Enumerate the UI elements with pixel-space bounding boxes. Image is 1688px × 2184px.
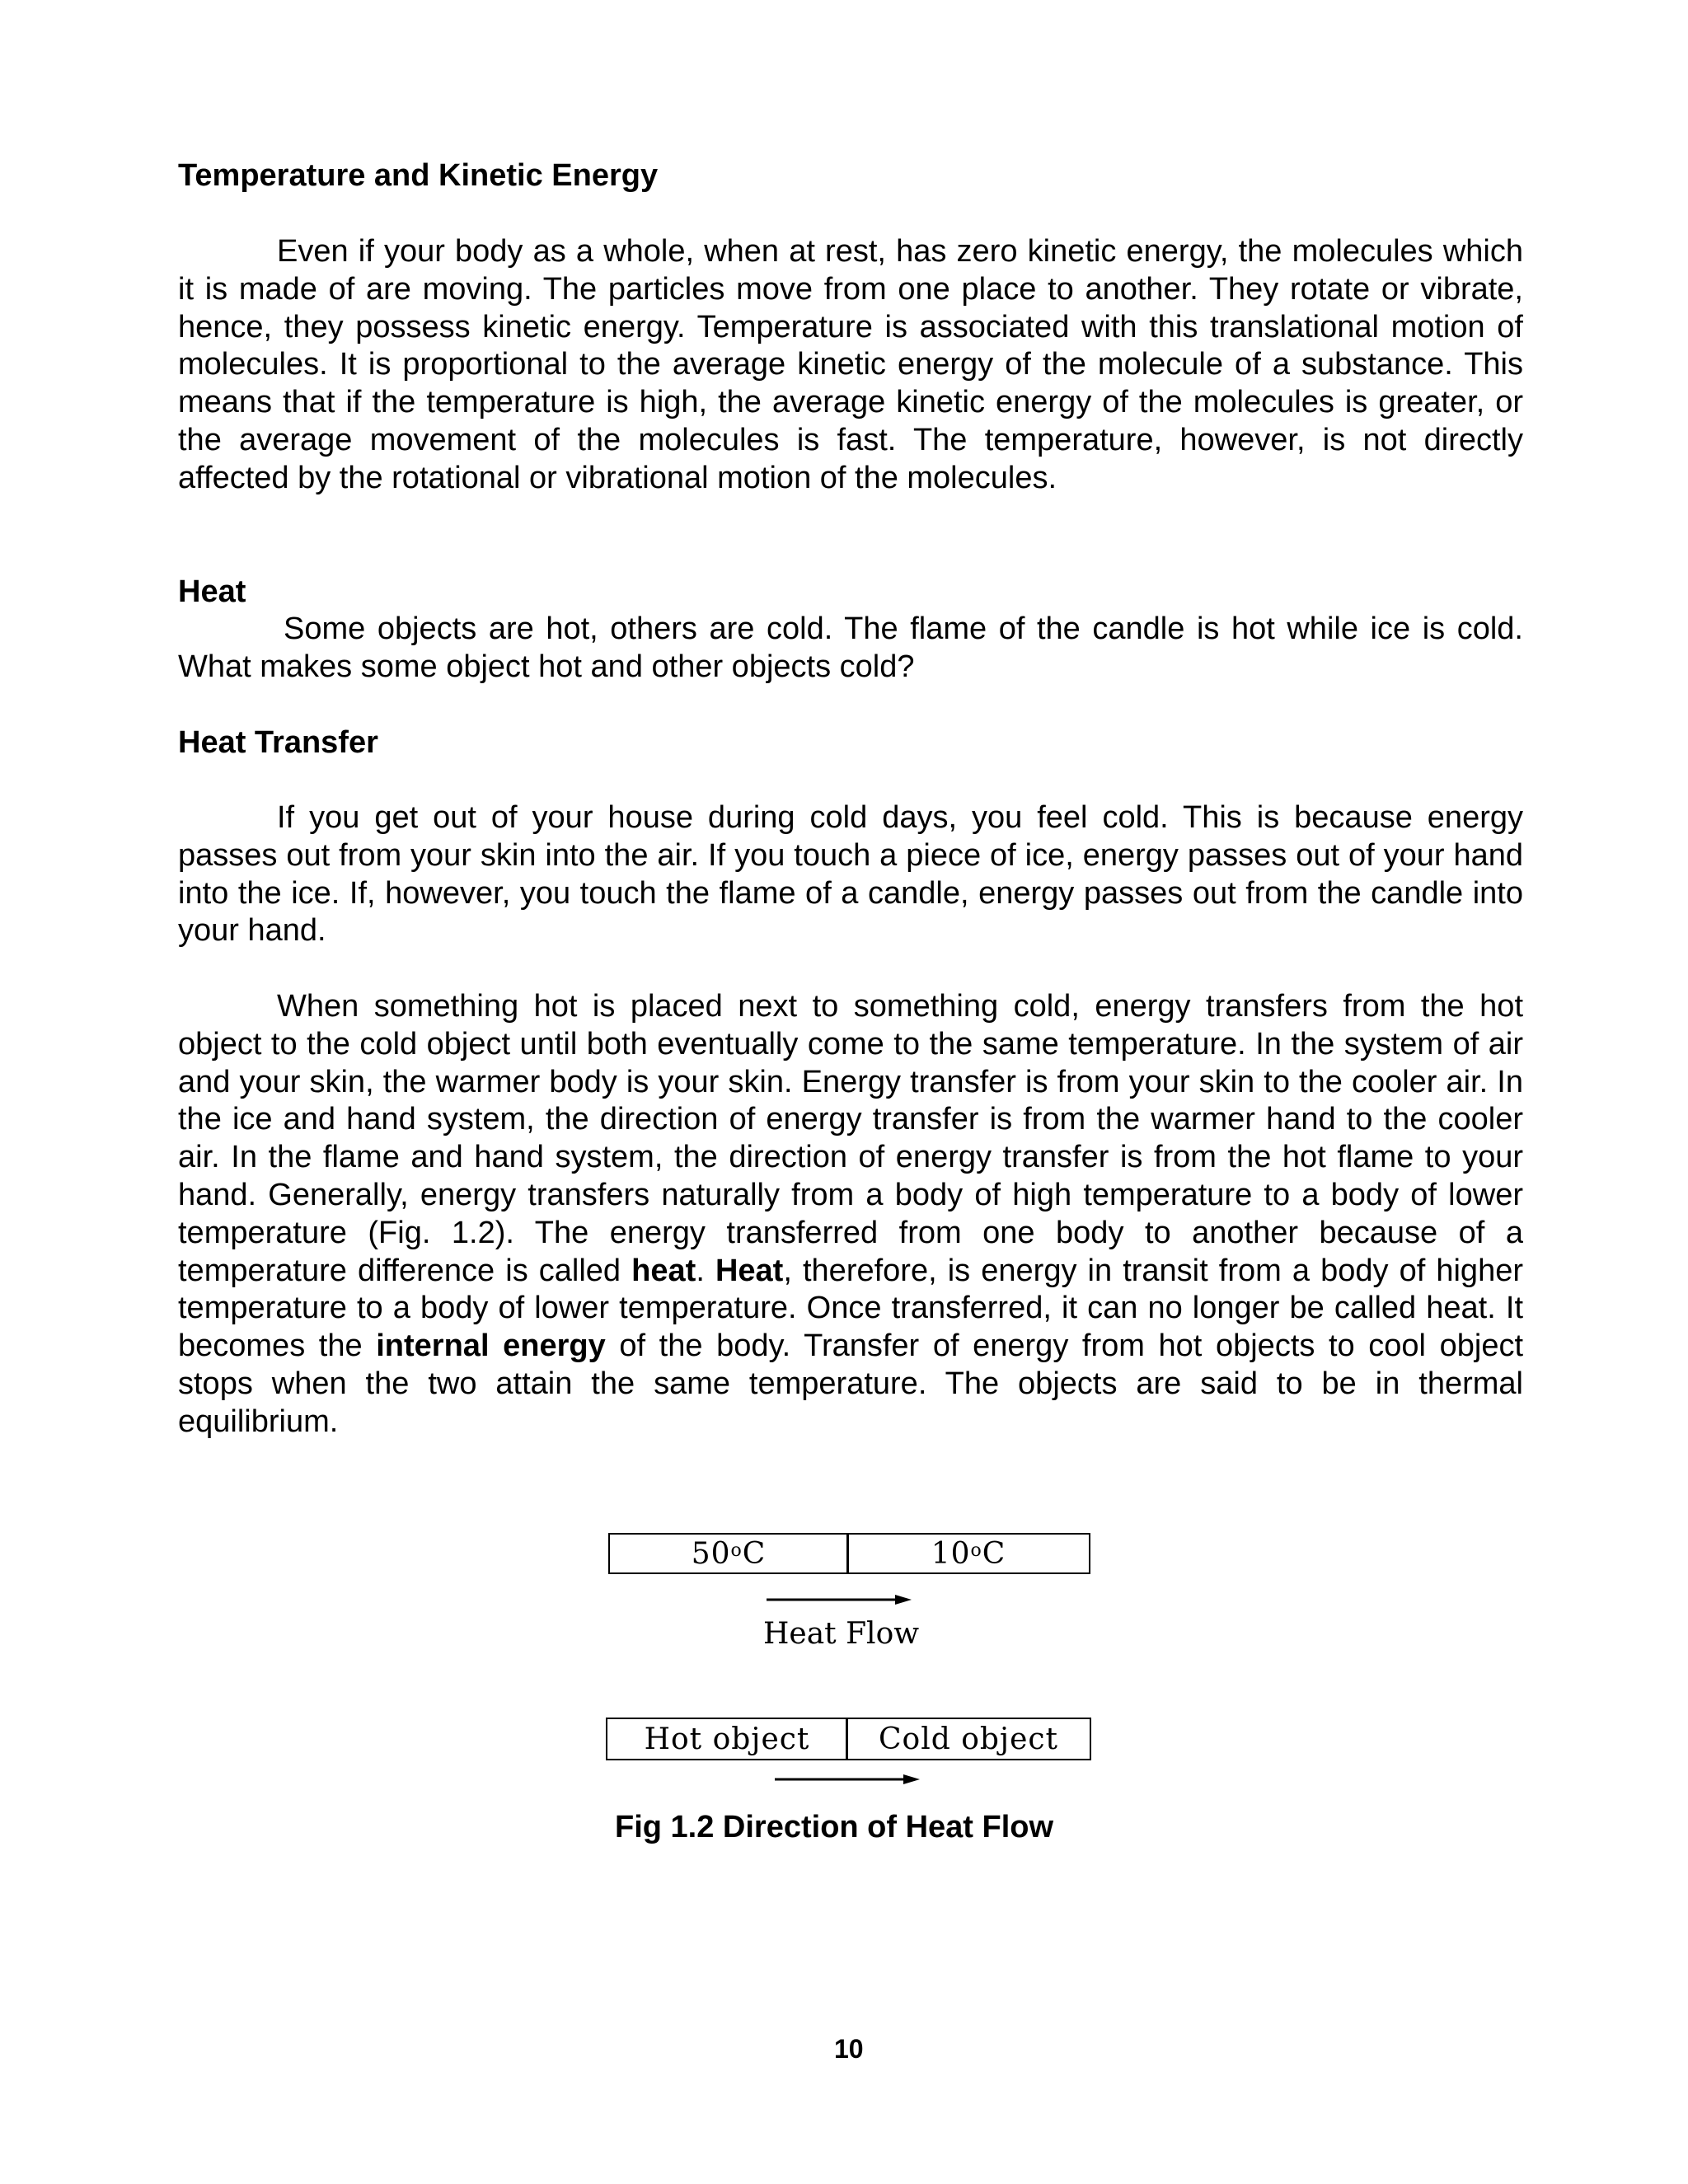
paragraph-kinetic-energy (178, 233, 1523, 498)
heat-flow-arrow-icon (767, 1594, 915, 1605)
paragraph-kinetic-energy-text: Even if your body as a whole, when at rest, has zero kinetic energy, the molecules which it is made of are moving. The particles move from one place to another. They rotate or vibrate, hence, they possess kinetic energy. Temperature is associated with this translational motion of molecules. It is proportional to the average kinetic energy of the molecule of a substance. This means that if the temperature is high, the average kinetic energy of the molecules is greater, or the average movement of the molecules is fast. The temperature, however, is not directly affected by the rotational or vibrational motion of the molecules. (178, 234, 1523, 495)
heading-temperature-kinetic-energy: Temperature and Kinetic Energy (178, 158, 659, 193)
temperature-unit: C (742, 1536, 767, 1571)
hot-temperature-box (608, 1533, 849, 1574)
paragraph-heat-transfer-1 (178, 799, 1523, 950)
term-heat-bold: Heat (715, 1253, 784, 1288)
page-number: 10 (834, 2034, 864, 2064)
degree-sign: o (970, 1540, 982, 1561)
cold-object-box: Cold object (846, 1718, 1091, 1760)
heading-heat-transfer: Heat Transfer (178, 725, 378, 760)
term-heat: heat (631, 1253, 696, 1288)
heat-flow-label: Heat Flow (763, 1617, 920, 1651)
paragraph-heat-transfer-2-text-d: , therefore, is energy in transit from a body of higher temperature to a body of lower temperature. Once transferred, it can no longer be called heat. It becomes the (178, 1253, 1523, 1364)
paragraph-heat (178, 611, 1523, 687)
paragraph-heat-transfer-2 (178, 988, 1523, 1441)
term-internal-energy: internal energy (376, 1329, 606, 1364)
object-heat-flow-arrow-icon (775, 1774, 923, 1785)
paragraph-heat-text: Some objects are hot, others are cold. The flame of the candle is hot while ice is cold. What makes some object hot and other objects cold? (178, 612, 1523, 684)
cold-temperature-box (846, 1533, 1090, 1574)
hot-temperature-value: 50 (691, 1536, 731, 1571)
figure-caption: Fig 1.2 Direction of Heat Flow (615, 1810, 1054, 1844)
cold-temperature-value: 10 (931, 1536, 971, 1571)
paragraph-heat-transfer-2-text-c: . (696, 1253, 715, 1288)
paragraph-heat-transfer-2-text-e: of the body. Transfer of energy from hot objects to cool object stops when the two attain the same temperature. The objects are said to be in thermal equilibrium. (178, 1329, 1524, 1439)
document-page (178, 0, 1523, 2184)
degree-sign: o (730, 1540, 743, 1561)
heading-heat: Heat (178, 574, 246, 609)
paragraph-heat-transfer-1-text: If you get out of your house during cold days, you feel cold. This is because energy passes out from your skin into the air. If you touch a piece of ice, energy passes out of your hand into the ice. If, however, you touch the flame of a candle, energy passes out from the candle into your hand. (178, 800, 1523, 949)
temperature-unit: C (982, 1536, 1006, 1571)
paragraph-heat-transfer-2-text-a: When something hot is placed next to something cold, energy transfers from the hot object to the cold object until both eventually come to the same temperature. In the system of air and your skin, the warmer body is your skin. Energy transfer is from your skin to the cooler air. In the ice and hand system, the direction of energy transfer is from the warmer hand to the cooler air. In the flame and hand system, the direction of energy transfer is from the hot flame to your hand. Generally, energy transfers naturally from a body of high temperature to a body of lower temperature (Fig. 1.2). The energy transferred from one body to another because of a temperature difference is called (178, 989, 1523, 1288)
hot-object-box: Hot object (606, 1718, 848, 1760)
